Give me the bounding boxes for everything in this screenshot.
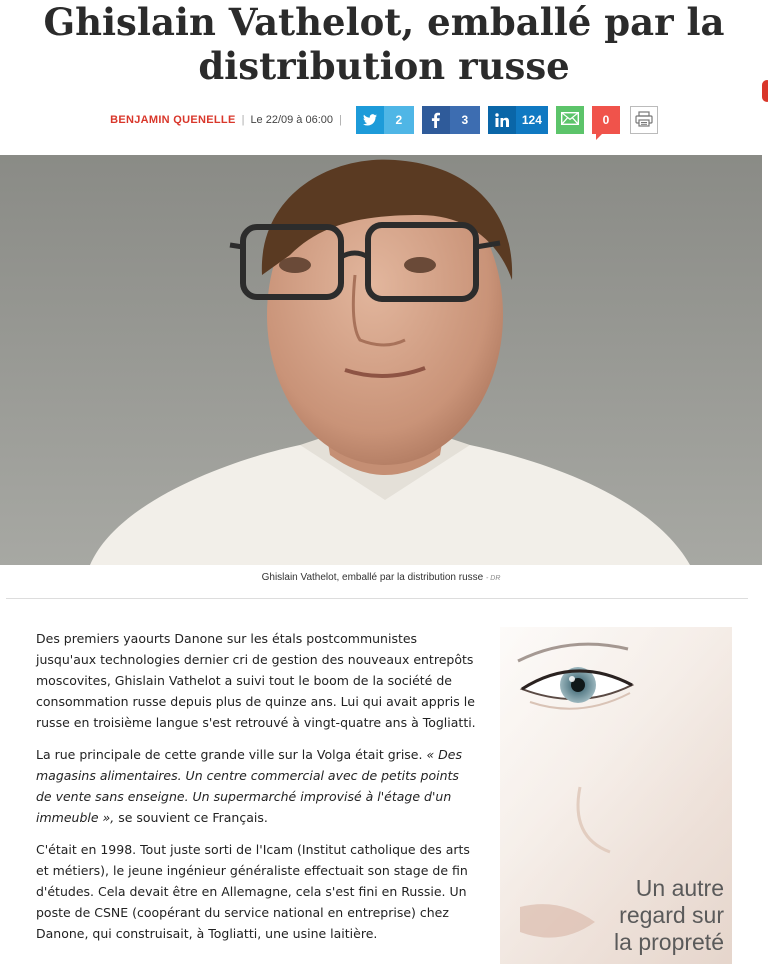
linkedin-in-icon <box>488 106 516 134</box>
publish-date: Le 22/09 à 06:00 <box>250 114 334 126</box>
byline-separator: | <box>241 114 245 126</box>
facebook-share-count: 3 <box>450 106 480 134</box>
paragraph-text: La rue principale de cette grande ville sur la Volga était grise. <box>36 747 423 762</box>
paragraph-quote: « Des magasins alimentaires. Un centre commercial avec de petits points de vente sans enseigne. Un supermarché improvisé à l'étage d'un immeuble », <box>36 747 462 825</box>
ad-slogan-line: la propreté <box>614 929 724 955</box>
linkedin-share-button[interactable] <box>488 106 548 134</box>
article-paragraph <box>36 628 476 733</box>
caption-divider <box>6 598 748 599</box>
paragraph-text: Des premiers yaourts Danone sur les étals postcommunistes jusqu'aux technologies dernier cri de gestion des nouveaux entrepôts moscovites, Ghislain Vathelot a suivi tout le boom de la société de consommation russe depuis plus de quinze ans. Lui qui avait appris le russe en troisième langue s'est retrouvé à vingt-quatre ans à Togliatti. <box>36 631 476 730</box>
twitter-share-button[interactable] <box>356 106 414 134</box>
facebook-f-icon <box>422 106 450 134</box>
linkedin-share-count: 124 <box>516 106 548 134</box>
article-hero-photo <box>0 155 762 565</box>
article-title: Ghislain Vathelot, emballé par la distribution russe <box>43 0 725 88</box>
print-button[interactable] <box>630 106 658 134</box>
image-caption <box>0 572 762 583</box>
image-credit: - DR <box>486 575 501 582</box>
comment-count: 0 <box>602 113 610 127</box>
article-paragraph <box>36 839 476 944</box>
byline <box>0 104 768 136</box>
email-share-button[interactable] <box>556 106 584 134</box>
paragraph-text: C'était en 1998. Tout juste sorti de l'Icam (Institut catholique des arts et métiers), le jeune ingénieur généraliste effectuait son stage de fin d'études. Cela devait être en Allemagne, cela s'est fini en Russie. Un poste de CSNE (coopérant du service national en entreprise) chez Danone, qui construisait, à Togliatti, une usine laitière. <box>36 842 470 941</box>
facebook-share-button[interactable] <box>422 106 480 134</box>
envelope-icon <box>561 112 579 128</box>
author-name[interactable]: BENJAMIN QUENELLE <box>110 114 236 126</box>
ad-slogan-line: Un autre <box>635 875 724 901</box>
comments-button[interactable] <box>592 106 620 134</box>
article-body <box>36 628 476 955</box>
byline-separator: | <box>339 114 342 126</box>
twitter-bird-icon <box>356 106 384 134</box>
twitter-share-count: 2 <box>384 106 414 134</box>
image-caption-text: Ghislain Vathelot, emballé par la distribution russe <box>261 572 484 583</box>
ad-slogan <box>554 875 724 956</box>
advertisement-banner[interactable] <box>500 627 732 964</box>
edge-floating-button[interactable] <box>762 80 768 102</box>
ad-slogan-line: regard sur <box>619 902 724 928</box>
printer-icon <box>635 111 653 130</box>
article-paragraph <box>36 744 476 828</box>
paragraph-text: se souvient ce Français. <box>118 810 268 825</box>
